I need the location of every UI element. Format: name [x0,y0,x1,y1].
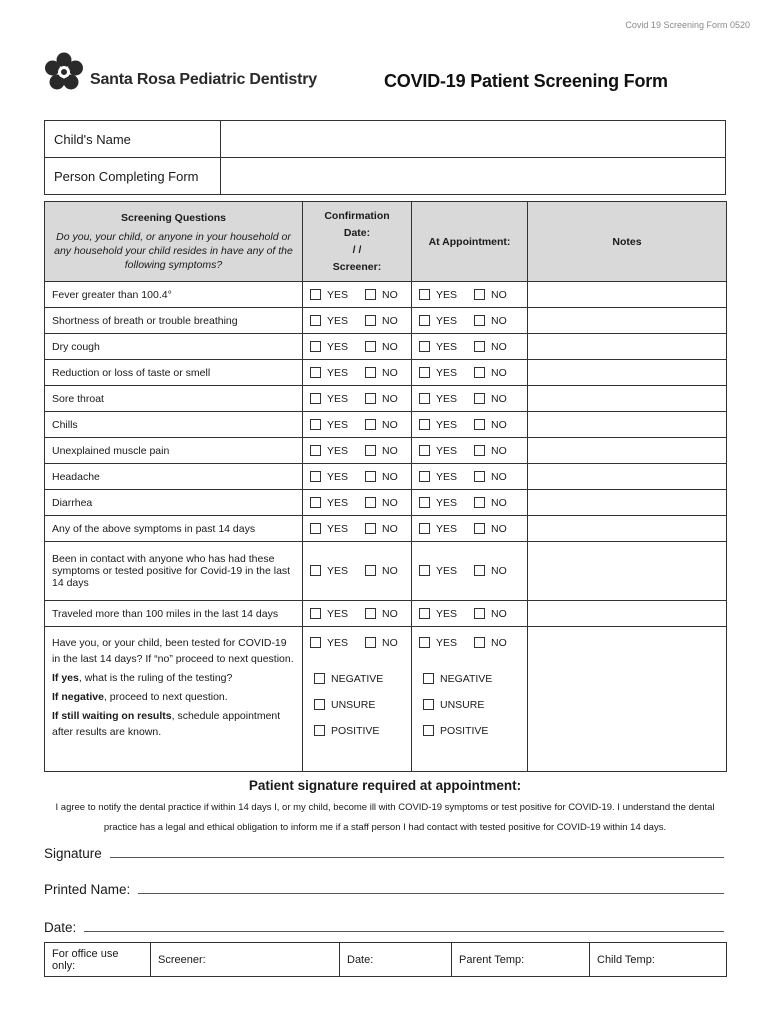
printed-name-line[interactable] [138,893,724,894]
appointment-yes-option[interactable]: YES [419,289,457,301]
checkbox-icon[interactable] [314,673,325,684]
notes-cell[interactable] [528,627,727,772]
appointment-answer-cell [412,282,528,308]
notes-cell[interactable] [528,516,727,542]
confirmation-no-option[interactable]: NO [365,637,398,649]
appointment-no-option[interactable]: NO [474,608,507,620]
appointment-answer-cell [412,542,528,601]
checkbox-icon[interactable] [365,471,376,482]
checkbox-icon[interactable] [365,419,376,430]
confirmation-answer-cell [303,542,412,601]
patient-info-table [44,120,726,195]
printed-name-line-row [44,882,724,897]
checkbox-icon[interactable] [419,565,430,576]
checkbox-icon[interactable] [474,341,485,352]
notes-cell[interactable] [528,601,727,627]
checkbox-icon[interactable] [474,393,485,404]
checkbox-icon[interactable] [365,637,376,648]
confirmation-no-option[interactable]: NO [365,445,398,457]
question-text: Any of the above symptoms in past 14 days [45,516,303,542]
question-text: Reduction or loss of taste or smell [45,360,303,386]
appointment-answer-cell [412,334,528,360]
office-use-label: For office use only: [45,943,151,977]
checkbox-icon[interactable] [419,289,430,300]
checkbox-icon[interactable] [365,497,376,508]
checkbox-icon[interactable] [419,445,430,456]
checkbox-icon[interactable] [474,419,485,430]
confirmation-unsure-option[interactable]: UNSURE [310,699,375,725]
testing-intro: Have you, or your child, been tested for COVID-19 in the last 14 days? If “no” proceed to next question. [52,637,294,665]
confirmation-yes-option[interactable]: YES [310,289,348,301]
confirmation-no-option[interactable]: NO [365,393,398,405]
question-text: Headache [45,464,303,490]
checkbox-icon[interactable] [419,341,430,352]
form-title: COVID-19 Patient Screening Form [384,71,668,91]
confirmation-yes-option[interactable]: YES [310,393,348,405]
confirmation-no-option[interactable]: NO [365,367,398,379]
checkbox-icon[interactable] [310,367,321,378]
appointment-answer-cell [412,464,528,490]
office-date-field[interactable]: Date: [340,943,452,977]
checkbox-icon[interactable] [474,608,485,619]
screening-table [44,201,727,772]
checkbox-icon[interactable] [474,289,485,300]
confirmation-positive-option[interactable]: POSITIVE [310,725,379,751]
question-text: Sore throat [45,386,303,412]
question-row [45,490,727,516]
checkbox-icon[interactable] [419,637,430,648]
person-completing-field[interactable] [221,158,726,195]
appointment-yes-option[interactable]: YES [419,341,457,353]
confirmation-yes-option[interactable]: YES [310,608,348,620]
checkbox-icon[interactable] [365,341,376,352]
checkbox-icon[interactable] [365,523,376,534]
confirmation-answer-cell [303,308,412,334]
date-line[interactable] [84,931,724,932]
question-row [45,464,727,490]
checkbox-icon[interactable] [365,445,376,456]
question-row [45,542,727,601]
date-label: Date: [44,920,77,935]
appointment-yes-option[interactable]: YES [419,637,457,649]
confirmation-answer-cell [303,438,412,464]
confirmation-yes-option[interactable]: YES [310,637,348,649]
checkbox-icon[interactable] [419,497,430,508]
appointment-answer-cell [412,516,528,542]
testing-question-text [45,627,303,772]
checkbox-icon[interactable] [310,523,321,534]
office-use-row [45,943,727,977]
notes-cell[interactable] [528,412,727,438]
appointment-unsure-option[interactable]: UNSURE [419,699,484,725]
notes-cell[interactable] [528,282,727,308]
confirmation-answer-cell [303,360,412,386]
question-text: Been in contact with anyone who has had these symptoms or tested positive for Covid-19 in the last 14 days [45,542,303,601]
checkbox-icon[interactable] [474,637,485,648]
confirmation-no-option[interactable]: NO [365,471,398,483]
notes-cell[interactable] [528,464,727,490]
printed-name-label: Printed Name: [44,882,131,897]
office-use-table [44,942,727,977]
checkbox-icon[interactable] [419,608,430,619]
confirmation-answer-cell [303,334,412,360]
checkbox-icon[interactable] [474,565,485,576]
notes-cell[interactable] [528,438,727,464]
question-text: Dry cough [45,334,303,360]
appointment-no-option[interactable]: NO [474,341,507,353]
notes-header: Notes [528,202,727,282]
appointment-no-option[interactable]: NO [474,315,507,327]
testing-if-yes: If yes, what is the ruling of the testing? [52,672,233,684]
checkbox-icon[interactable] [310,419,321,430]
checkbox-icon[interactable] [423,699,434,710]
appointment-no-option[interactable]: NO [474,445,507,457]
question-row [45,516,727,542]
appointment-yes-option[interactable]: YES [419,565,457,577]
person-completing-row [45,158,726,195]
flower-logo-icon [44,52,84,92]
appointment-no-option[interactable]: NO [474,471,507,483]
appointment-answer-cell [412,308,528,334]
appointment-yes-option[interactable]: YES [419,315,457,327]
appointment-answer-cell [412,386,528,412]
question-row [45,438,727,464]
question-row [45,601,727,627]
checkbox-icon[interactable] [365,393,376,404]
confirmation-yes-option[interactable]: YES [310,445,348,457]
checkbox-icon[interactable] [314,699,325,710]
signature-line[interactable] [110,857,724,858]
form-code: Covid 19 Screening Form 0520 [625,20,750,30]
checkbox-icon[interactable] [310,393,321,404]
question-text: Fever greater than 100.4° [45,282,303,308]
confirmation-no-option[interactable]: NO [365,315,398,327]
child-temp-field[interactable]: Child Temp: [590,943,727,977]
appointment-yes-option[interactable]: YES [419,497,457,509]
question-text: Unexplained muscle pain [45,438,303,464]
checkbox-icon[interactable] [310,565,321,576]
confirmation-negative-option[interactable]: NEGATIVE [310,673,383,699]
confirmation-answer-cell [303,490,412,516]
child-name-field[interactable] [221,121,726,158]
question-text: Traveled more than 100 miles in the last 14 days [45,601,303,627]
appointment-negative-option[interactable]: NEGATIVE [419,673,492,699]
checkbox-icon[interactable] [419,393,430,404]
checkbox-icon[interactable] [314,725,325,736]
question-text: Shortness of breath or trouble breathing [45,308,303,334]
appointment-yes-option[interactable]: YES [419,608,457,620]
notes-cell[interactable] [528,360,727,386]
screener-label: Screener: [332,260,382,273]
checkbox-icon[interactable] [419,419,430,430]
screening-questions-header [45,202,303,282]
signature-line-row [44,846,724,861]
appointment-no-option[interactable]: NO [474,497,507,509]
checkbox-icon[interactable] [419,523,430,534]
appointment-yes-option[interactable]: YES [419,523,457,535]
checkbox-icon[interactable] [419,471,430,482]
checkbox-icon[interactable] [474,471,485,482]
appointment-positive-option[interactable]: POSITIVE [419,725,488,751]
checkbox-icon[interactable] [310,471,321,482]
checkbox-icon[interactable] [365,289,376,300]
appointment-no-option[interactable]: NO [474,419,507,431]
screening-questions-title: Screening Questions [120,211,227,224]
signature-label: Signature [44,846,102,861]
child-name-row [45,121,726,158]
screening-header-row [45,202,727,282]
date-line-row [44,920,724,935]
parent-temp-field[interactable]: Parent Temp: [452,943,590,977]
appointment-yes-option[interactable]: YES [419,471,457,483]
appointment-no-option[interactable]: NO [474,565,507,577]
checkbox-icon[interactable] [419,367,430,378]
confirmation-no-option[interactable]: NO [365,565,398,577]
appointment-no-option[interactable]: NO [474,637,507,649]
notes-cell[interactable] [528,542,727,601]
confirmation-answer-cell [303,464,412,490]
child-name-label: Child's Name [45,121,221,158]
signature-heading: Patient signature required at appointment: [248,778,522,793]
confirmation-yes-option[interactable]: YES [310,471,348,483]
checkbox-icon[interactable] [423,725,434,736]
confirmation-answer-cell [303,412,412,438]
confirmation-yes-option[interactable]: YES [310,341,348,353]
practice-name: Santa Rosa Pediatric Dentistry [90,71,317,88]
confirmation-yes-option[interactable]: YES [310,565,348,577]
confirmation-yes-option[interactable]: YES [310,523,348,535]
appointment-answer-cell [412,490,528,516]
appointment-answer-cell [412,601,528,627]
checkbox-icon[interactable] [310,445,321,456]
at-appointment-header: At Appointment: [412,202,528,282]
question-text: Chills [45,412,303,438]
appointment-no-option[interactable]: NO [474,393,507,405]
confirmation-answer-cell [303,601,412,627]
appointment-answer-cell [412,412,528,438]
confirmation-answer-cell [303,386,412,412]
confirmation-no-option[interactable]: NO [365,419,398,431]
confirmation-date-slashes: / / [352,243,362,256]
checkbox-icon[interactable] [310,608,321,619]
checkbox-icon[interactable] [310,341,321,352]
appointment-no-option[interactable]: NO [474,289,507,301]
confirmation-no-option[interactable]: NO [365,289,398,301]
testing-question-row [45,627,727,772]
testing-if-waiting: If still waiting on results, schedule appointment after results are known. [52,710,281,738]
checkbox-icon[interactable] [423,673,434,684]
appointment-no-option[interactable]: NO [474,523,507,535]
confirmation-answer-cell [303,516,412,542]
checkbox-icon[interactable] [474,445,485,456]
checkbox-icon[interactable] [310,289,321,300]
appointment-yes-option[interactable]: YES [419,393,457,405]
appointment-answer-cell [412,360,528,386]
confirmation-no-option[interactable]: NO [365,608,398,620]
office-screener-field[interactable]: Screener: [151,943,340,977]
appointment-answer-cell [412,438,528,464]
testing-if-negative: If negative, proceed to next question. [52,691,228,703]
person-completing-label: Person Completing Form [45,158,221,195]
form-header [44,52,726,104]
checkbox-icon[interactable] [365,315,376,326]
appointment-no-option[interactable]: NO [474,367,507,379]
confirmation-yes-option[interactable]: YES [310,315,348,327]
confirmation-no-option[interactable]: NO [365,497,398,509]
confirmation-answer-cell [303,282,412,308]
confirmation-date-label: Confirmation Date: [324,209,390,239]
checkbox-icon[interactable] [365,608,376,619]
appointment-yes-option[interactable]: YES [419,367,457,379]
question-row [45,386,727,412]
confirmation-yes-option[interactable]: YES [310,497,348,509]
notes-cell[interactable] [528,386,727,412]
appointment-yes-option[interactable]: YES [419,419,457,431]
checkbox-icon[interactable] [474,367,485,378]
question-text: Diarrhea [45,490,303,516]
checkbox-icon[interactable] [474,315,485,326]
confirmation-no-option[interactable]: NO [365,523,398,535]
checkbox-icon[interactable] [310,497,321,508]
confirmation-no-option[interactable]: NO [365,341,398,353]
question-row [45,282,727,308]
confirmation-testing-cell [303,627,412,772]
confirmation-yes-option[interactable]: YES [310,419,348,431]
confirmation-header [303,202,412,282]
notes-cell[interactable] [528,490,727,516]
appointment-yes-option[interactable]: YES [419,445,457,457]
question-row [45,412,727,438]
confirmation-yes-option[interactable]: YES [310,367,348,379]
checkbox-icon[interactable] [474,497,485,508]
checkbox-icon[interactable] [310,637,321,648]
checkbox-icon[interactable] [419,315,430,326]
notes-cell[interactable] [528,308,727,334]
agreement-text: I agree to notify the dental practice if within 14 days I, or my child, become ill with COVID-19 symptoms or test positive for COVID-19. I understand the dental practice has a legal and ethical obligation to inform me if a staff person I had contact with tested positive for COVID-19 within 14 days. [55,802,715,833]
checkbox-icon[interactable] [365,565,376,576]
appointment-testing-cell [412,627,528,772]
question-row [45,334,727,360]
question-row [45,360,727,386]
notes-cell[interactable] [528,334,727,360]
checkbox-icon[interactable] [310,315,321,326]
checkbox-icon[interactable] [365,367,376,378]
question-row [45,308,727,334]
checkbox-icon[interactable] [474,523,485,534]
screening-questions-subtitle: Do you, your child, or anyone in your household or any household your child resides in have any of the following symptoms? [54,230,293,271]
